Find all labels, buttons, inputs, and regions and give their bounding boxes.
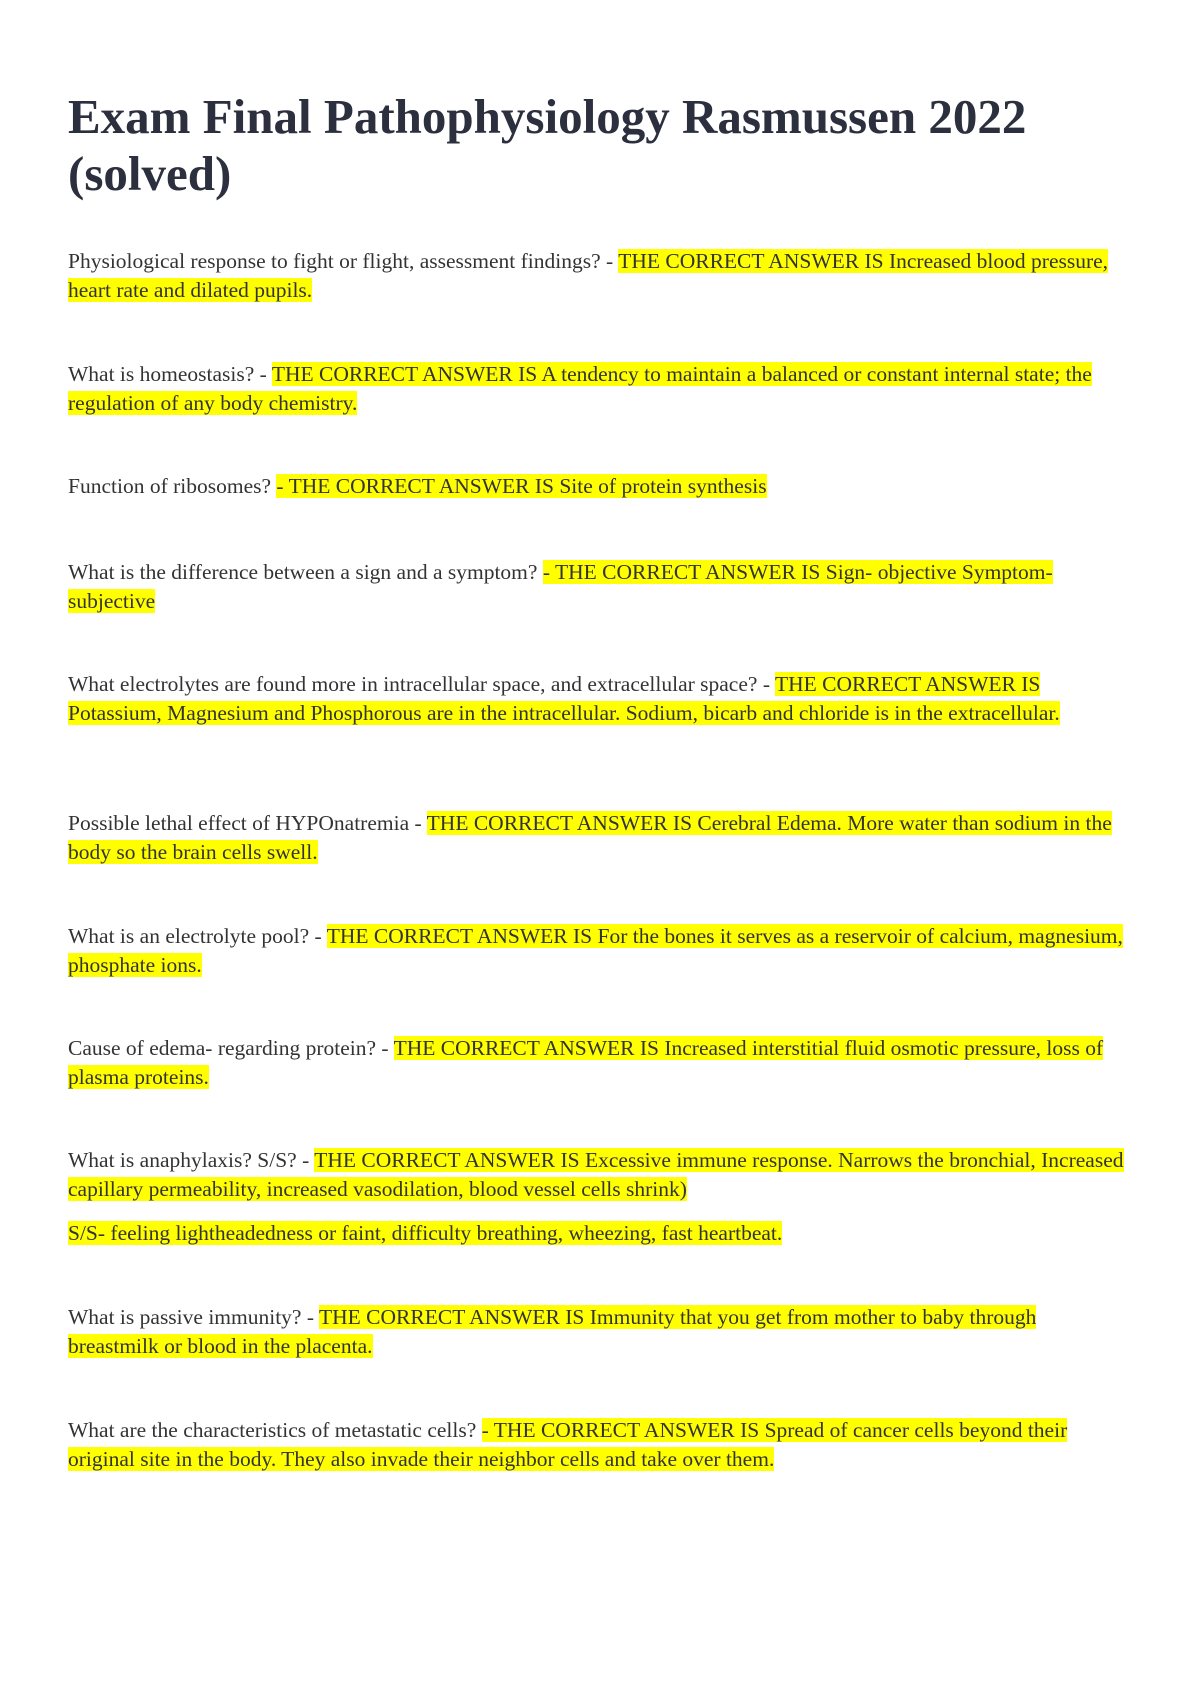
question-text: What is homeostasis? -: [68, 362, 272, 386]
qa-item-passive-immunity: [68, 1303, 1128, 1361]
question-text: What is an electrolyte pool? -: [68, 924, 327, 948]
question-text: Physiological response to fight or flight, assessment findings? -: [68, 249, 619, 273]
answer-highlight: - THE CORRECT ANSWER IS Spread of cancer cells beyond their original site in the body. They also invade their neighbor cells and take over them.: [68, 1418, 1068, 1471]
answer-highlight: THE CORRECT ANSWER IS Increased blood pressure, heart rate and dilated pupils.: [68, 249, 1109, 302]
answer-extra-highlight: S/S- feeling lightheadedness or faint, difficulty breathing, wheezing, fast heartbeat.: [68, 1221, 783, 1245]
question-text: What is anaphylaxis? S/S? -: [68, 1148, 315, 1172]
qa-item-fight-or-flight: [68, 247, 1128, 305]
question-text: Possible lethal effect of HYPOnatremia -: [68, 811, 427, 835]
answer-highlight: THE CORRECT ANSWER IS Potassium, Magnesium and Phosphorous are in the intracellular. Sodium, bicarb and chloride is in the extracellular.: [68, 672, 1060, 725]
question-text: What electrolytes are found more in intracellular space, and extracellular space? -: [68, 672, 775, 696]
qa-item-anaphylaxis: [68, 1146, 1128, 1248]
qa-item-electrolyte-pool: [68, 922, 1128, 980]
question-text: What is the difference between a sign and a symptom?: [68, 560, 543, 584]
question-text: What is passive immunity? -: [68, 1305, 319, 1329]
answer-highlight: THE CORRECT ANSWER IS Excessive immune response. Narrows the bronchial, Increased capillary permeability, increased vasodilation, blood vessel cells shrink): [68, 1148, 1124, 1201]
question-text: Function of ribosomes?: [68, 474, 277, 498]
qa-item-ribosomes: [68, 472, 1128, 501]
answer-highlight: THE CORRECT ANSWER IS Cerebral Edema. More water than sodium in the body so the brain cells swell.: [68, 811, 1112, 864]
qa-item-metastatic-cells: [68, 1416, 1128, 1474]
qa-item-electrolytes: [68, 670, 1128, 728]
document-title: Exam Final Pathophysiology Rasmussen 2022 (solved): [68, 89, 1027, 201]
qa-item-homeostasis: [68, 360, 1128, 418]
qa-item-sign-symptom: [68, 558, 1128, 616]
qa-item-edema: [68, 1034, 1128, 1092]
answer-highlight: THE CORRECT ANSWER IS Immunity that you get from mother to baby through breastmilk or blood in the placenta.: [68, 1305, 1037, 1358]
question-text: What are the characteristics of metastatic cells?: [68, 1418, 482, 1442]
answer-highlight: THE CORRECT ANSWER IS Increased interstitial fluid osmotic pressure, loss of plasma proteins.: [68, 1036, 1104, 1089]
question-text: Cause of edema- regarding protein? -: [68, 1036, 394, 1060]
answer-highlight: THE CORRECT ANSWER IS For the bones it serves as a reservoir of calcium, magnesium, phosphate ions.: [68, 924, 1123, 977]
answer-highlight: - THE CORRECT ANSWER IS Sign- objective Symptom- subjective: [68, 560, 1053, 613]
answer-highlight: - THE CORRECT ANSWER IS Site of protein synthesis: [276, 474, 767, 498]
answer-highlight: THE CORRECT ANSWER IS A tendency to maintain a balanced or constant internal state; the regulation of any body chemistry.: [68, 362, 1092, 415]
qa-item-hyponatremia: [68, 809, 1128, 867]
